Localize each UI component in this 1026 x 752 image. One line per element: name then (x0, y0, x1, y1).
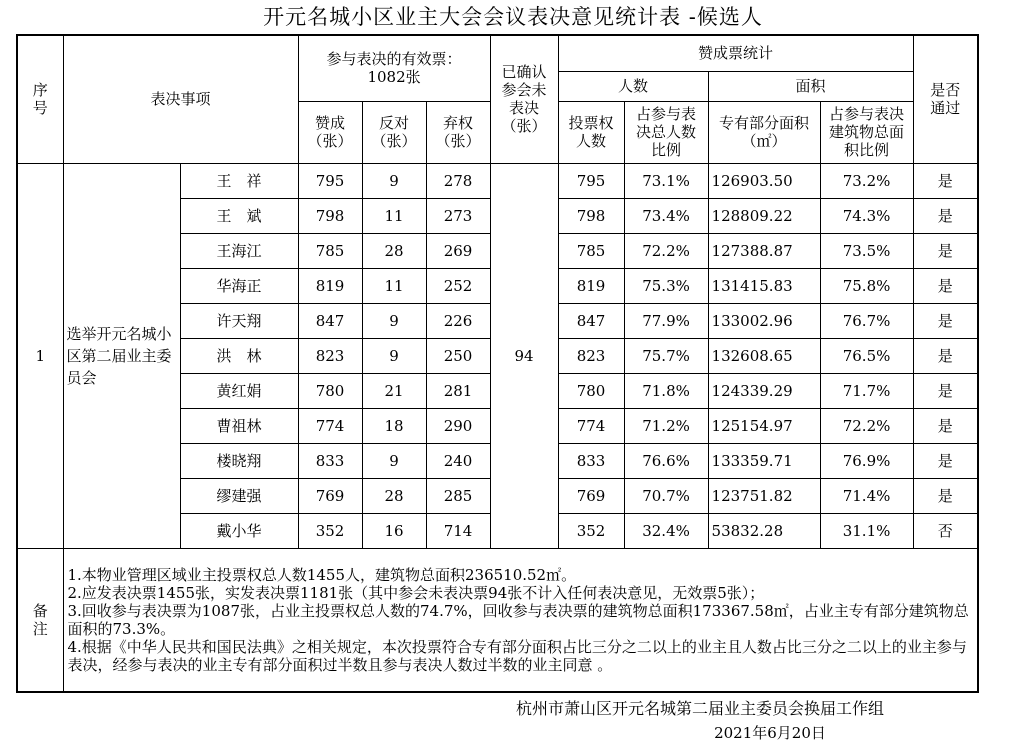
area-ratio: 71.4% (820, 478, 913, 513)
item-seq: 1 (17, 163, 63, 548)
footer-organization: 杭州市萧山区开元名城第二届业主委员会换届工作组 (515, 699, 884, 718)
oppose-count: 9 (362, 338, 426, 373)
abstain-count: 226 (426, 303, 490, 338)
header-seq: 序 号 (17, 35, 63, 163)
notes-label: 备 注 (17, 548, 63, 692)
candidate-name: 楼晓翔 (180, 443, 298, 478)
abstain-count: 290 (426, 408, 490, 443)
area-ratio: 76.7% (820, 303, 913, 338)
area-ratio: 31.1% (820, 513, 913, 548)
approve-count: 823 (298, 338, 362, 373)
persons-ratio: 70.7% (624, 478, 708, 513)
abstain-count: 714 (426, 513, 490, 548)
abstain-count: 252 (426, 268, 490, 303)
area-ratio: 76.9% (820, 443, 913, 478)
candidate-name: 洪 林 (180, 338, 298, 373)
area-ratio: 76.5% (820, 338, 913, 373)
passed: 是 (913, 233, 978, 268)
header-persons: 人数 (558, 71, 708, 101)
note-line: 1.本物业管理区域业主投票权总人数1455人，建筑物总面积236510.52㎡。 (67, 565, 577, 584)
header-approve-stats: 赞成票统计 (558, 35, 913, 71)
approve-count: 833 (298, 443, 362, 478)
area-ratio: 72.2% (820, 408, 913, 443)
vote-persons: 780 (558, 373, 624, 408)
header-vote-persons: 投票权 人数 (558, 101, 624, 163)
passed: 是 (913, 268, 978, 303)
vote-persons: 847 (558, 303, 624, 338)
header-abstain: 弃权 （张） (426, 101, 490, 163)
note-line: 4.根据《中华人民共和国民法典》之相关规定，本次投票符合专有部分面积占比三分之二以上的业主且人数占比三分之二以上的业主参与表决，经参与表决的业主专有部分面积过半数且参与表决人数过半数的业主同意 。 (67, 637, 967, 674)
oppose-count: 28 (362, 233, 426, 268)
passed: 是 (913, 408, 978, 443)
persons-ratio: 73.4% (624, 198, 708, 233)
approve-count: 798 (298, 198, 362, 233)
header-exclusive-area: 专有部分面积 （㎡） (708, 101, 820, 163)
exclusive-area: 125154.97 (708, 408, 820, 443)
notes-content (63, 548, 978, 692)
note-line: 3.回收参与表决票为1087张，占业主投票权总人数的74.7%，回收参与表决票的建筑物总面积173367.58㎡，占业主专有部分建筑物总面积的73.3%。 (67, 601, 969, 638)
approve-count: 769 (298, 478, 362, 513)
candidate-name: 王 祥 (180, 163, 298, 198)
passed: 是 (913, 478, 978, 513)
header-passed: 是否 通过 (913, 35, 978, 163)
oppose-count: 21 (362, 373, 426, 408)
candidate-name: 王海江 (180, 233, 298, 268)
exclusive-area: 128809.22 (708, 198, 820, 233)
exclusive-area: 133002.96 (708, 303, 820, 338)
area-ratio: 75.8% (820, 268, 913, 303)
oppose-count: 11 (362, 268, 426, 303)
exclusive-area: 126903.50 (708, 163, 820, 198)
exclusive-area: 127388.87 (708, 233, 820, 268)
persons-ratio: 72.2% (624, 233, 708, 268)
candidate-name: 黄红娟 (180, 373, 298, 408)
abstain-count: 285 (426, 478, 490, 513)
passed: 是 (913, 443, 978, 478)
abstain-count: 281 (426, 373, 490, 408)
vote-persons: 352 (558, 513, 624, 548)
vote-statistics-table (16, 34, 979, 693)
oppose-count: 9 (362, 443, 426, 478)
abstain-count: 273 (426, 198, 490, 233)
exclusive-area: 53832.28 (708, 513, 820, 548)
approve-count: 847 (298, 303, 362, 338)
persons-ratio: 75.3% (624, 268, 708, 303)
passed: 是 (913, 303, 978, 338)
approve-count: 795 (298, 163, 362, 198)
header-area: 面积 (708, 71, 913, 101)
vote-persons: 774 (558, 408, 624, 443)
header-matter: 表决事项 (63, 35, 298, 163)
oppose-count: 9 (362, 163, 426, 198)
approve-count: 780 (298, 373, 362, 408)
passed: 是 (913, 163, 978, 198)
note-line: 2.应发表决票1455张，实发表决票1181张（其中参会未表决票94张不计入任何表决意见，无效票5张）； (67, 583, 765, 602)
exclusive-area: 132608.65 (708, 338, 820, 373)
candidate-name: 王 斌 (180, 198, 298, 233)
passed: 否 (913, 513, 978, 548)
persons-ratio: 71.2% (624, 408, 708, 443)
approve-count: 352 (298, 513, 362, 548)
passed: 是 (913, 338, 978, 373)
passed: 是 (913, 198, 978, 233)
header-oppose: 反对 （张） (362, 101, 426, 163)
candidate-name: 曹祖林 (180, 408, 298, 443)
abstain-count: 240 (426, 443, 490, 478)
oppose-count: 9 (362, 303, 426, 338)
vote-persons: 769 (558, 478, 624, 513)
area-ratio: 71.7% (820, 373, 913, 408)
vote-persons: 833 (558, 443, 624, 478)
abstain-count: 278 (426, 163, 490, 198)
item-matter: 选举开元名城小区第二届业主委员会 (63, 163, 180, 548)
oppose-count: 18 (362, 408, 426, 443)
candidate-name: 戴小华 (180, 513, 298, 548)
area-ratio: 73.5% (820, 233, 913, 268)
area-ratio: 73.2% (820, 163, 913, 198)
header-approve: 赞成 （张） (298, 101, 362, 163)
persons-ratio: 32.4% (624, 513, 708, 548)
persons-ratio: 73.1% (624, 163, 708, 198)
header-confirmed-absent: 已确认 参会未 表决 （张） (490, 35, 558, 163)
vote-persons: 819 (558, 268, 624, 303)
candidate-name: 华海正 (180, 268, 298, 303)
vote-persons: 785 (558, 233, 624, 268)
persons-ratio: 75.7% (624, 338, 708, 373)
persons-ratio: 77.9% (624, 303, 708, 338)
oppose-count: 16 (362, 513, 426, 548)
exclusive-area: 133359.71 (708, 443, 820, 478)
header-valid-votes: 参与表决的有效票： 1082张 (298, 35, 490, 101)
persons-ratio: 71.8% (624, 373, 708, 408)
header-persons-ratio: 占参与表 决总人数 比例 (624, 101, 708, 163)
approve-count: 774 (298, 408, 362, 443)
approve-count: 819 (298, 268, 362, 303)
candidate-name: 缪建强 (180, 478, 298, 513)
vote-persons: 795 (558, 163, 624, 198)
exclusive-area: 124339.29 (708, 373, 820, 408)
passed: 是 (913, 373, 978, 408)
candidate-name: 许天翔 (180, 303, 298, 338)
page-title: 开元名城小区业主大会会议表决意见统计表 -候选人 (263, 5, 763, 29)
approve-count: 785 (298, 233, 362, 268)
vote-persons: 798 (558, 198, 624, 233)
header-area-ratio: 占参与表决 建筑物总面 积比例 (820, 101, 913, 163)
vote-persons: 823 (558, 338, 624, 373)
footer-date: 2021年6月20日 (714, 724, 826, 742)
area-ratio: 74.3% (820, 198, 913, 233)
persons-ratio: 76.6% (624, 443, 708, 478)
oppose-count: 11 (362, 198, 426, 233)
abstain-count: 269 (426, 233, 490, 268)
exclusive-area: 131415.83 (708, 268, 820, 303)
table-row (17, 163, 978, 198)
oppose-count: 28 (362, 478, 426, 513)
exclusive-area: 123751.82 (708, 478, 820, 513)
abstain-count: 250 (426, 338, 490, 373)
absent-count: 94 (490, 163, 558, 548)
